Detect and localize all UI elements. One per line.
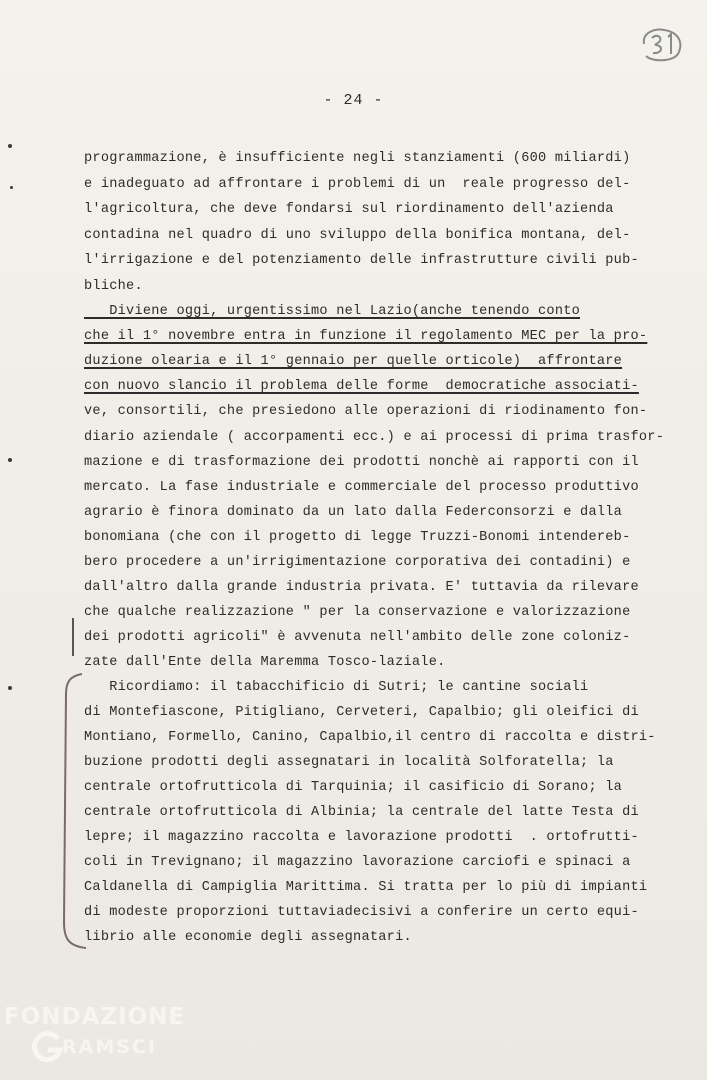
g-logo-icon: [30, 1030, 64, 1064]
page-number: - 24 -: [323, 92, 384, 109]
text-line: di modeste proporzioni tuttaviadecisivi a conferire un certo equi-: [84, 905, 639, 920]
text-line: centrale ortofrutticola di Albinia; la centrale del latte Testa di: [84, 805, 639, 820]
underlined-line: che il 1° novembre entra in funzione il regolamento MEC per la pro-: [84, 329, 648, 344]
text-line: lepre; il magazzino raccolta e lavorazione prodotti . ortofrutti-: [84, 830, 639, 845]
text-line: programmazione, è insufficiente negli stanziamenti (600 miliardi): [84, 151, 631, 166]
watermark-line2: RAMSCI: [62, 1036, 157, 1058]
text-line: mercato. La fase industriale e commerciale del processo produttivo: [84, 480, 639, 495]
watermark-line1: FONDAZIONE: [4, 1004, 186, 1030]
text-line: diario aziendale ( accorpamenti ecc.) e ai processi di prima trasfor-: [84, 430, 665, 445]
margin-dot: [8, 144, 12, 148]
underlined-line: con nuovo slancio il problema delle forme democratiche associati-: [84, 379, 639, 394]
watermark-logo: [4, 998, 184, 1078]
handwritten-page-number: [638, 24, 686, 64]
text-line: l'agricoltura, che deve fondarsi sul riordinamento dell'azienda: [84, 202, 614, 217]
text-line: agrario è finora dominato da un lato dalla Federconsorzi e dalla: [84, 505, 623, 520]
text-line: centrale ortofrutticola di Tarquinia; il casificio di Sorano; la: [84, 780, 623, 795]
text-line: buzione prodotti degli assegnatari in località Solforatella; la: [84, 755, 614, 770]
underlined-line: Diviene oggi, urgentissimo nel Lazio(anche tenendo conto: [84, 304, 581, 319]
margin-mark-line: [72, 618, 74, 656]
text-line: l'irrigazione e del potenziamento delle infrastrutture civili pub-: [84, 253, 639, 268]
underlined-line: duzione olearia e il 1° gennaio per quelle orticole) affrontare: [84, 354, 623, 369]
margin-dot: [8, 458, 12, 462]
text-line: bliche.: [84, 279, 143, 294]
text-line: Caldanella di Campiglia Marittima. Si tratta per lo più di impianti: [84, 880, 648, 895]
margin-dot: [8, 686, 12, 690]
text-line: di Montefiascone, Pitigliano, Cerveteri, Capalbio; gli oleifici di: [84, 705, 639, 720]
text-line: bero procedere a un'irrigimentazione corporativa dei contadini) e: [84, 555, 631, 570]
text-line: contadina nel quadro di uno sviluppo della bonifica montana, del-: [84, 228, 631, 243]
text-line: Ricordiamo: il tabacchificio di Sutri; le cantine sociali: [84, 680, 589, 695]
text-line: dei prodotti agricoli" è avvenuta nell'ambito delle zone coloniz-: [84, 630, 631, 645]
text-line: ve, consortili, che presiedono alle operazioni di riodinamento fon-: [84, 404, 648, 419]
text-line: che qualche realizzazione " per la conservazione e valorizzazione: [84, 605, 631, 620]
text-line: Montiano, Formello, Canino, Capalbio,il centro di raccolta e distri-: [84, 730, 656, 745]
text-line: zate dall'Ente della Maremma Tosco-laziale.: [84, 655, 446, 670]
text-line: e inadeguato ad affrontare i problemi di un reale progresso del-: [84, 177, 631, 192]
text-line: bonomiana (che con il progetto di legge Truzzi-Bonomi intendereb-: [84, 530, 631, 545]
margin-dot: [10, 186, 13, 189]
text-line: librio alle economie degli assegnatari.: [84, 930, 412, 945]
text-line: mazione e di trasformazione dei prodotti nonchè ai rapporti con il: [84, 455, 639, 470]
text-line: dall'altro dalla grande industria privata. E' tuttavia da rilevare: [84, 580, 639, 595]
text-line: coli in Trevignano; il magazzino lavorazione carciofi e spinaci a: [84, 855, 631, 870]
